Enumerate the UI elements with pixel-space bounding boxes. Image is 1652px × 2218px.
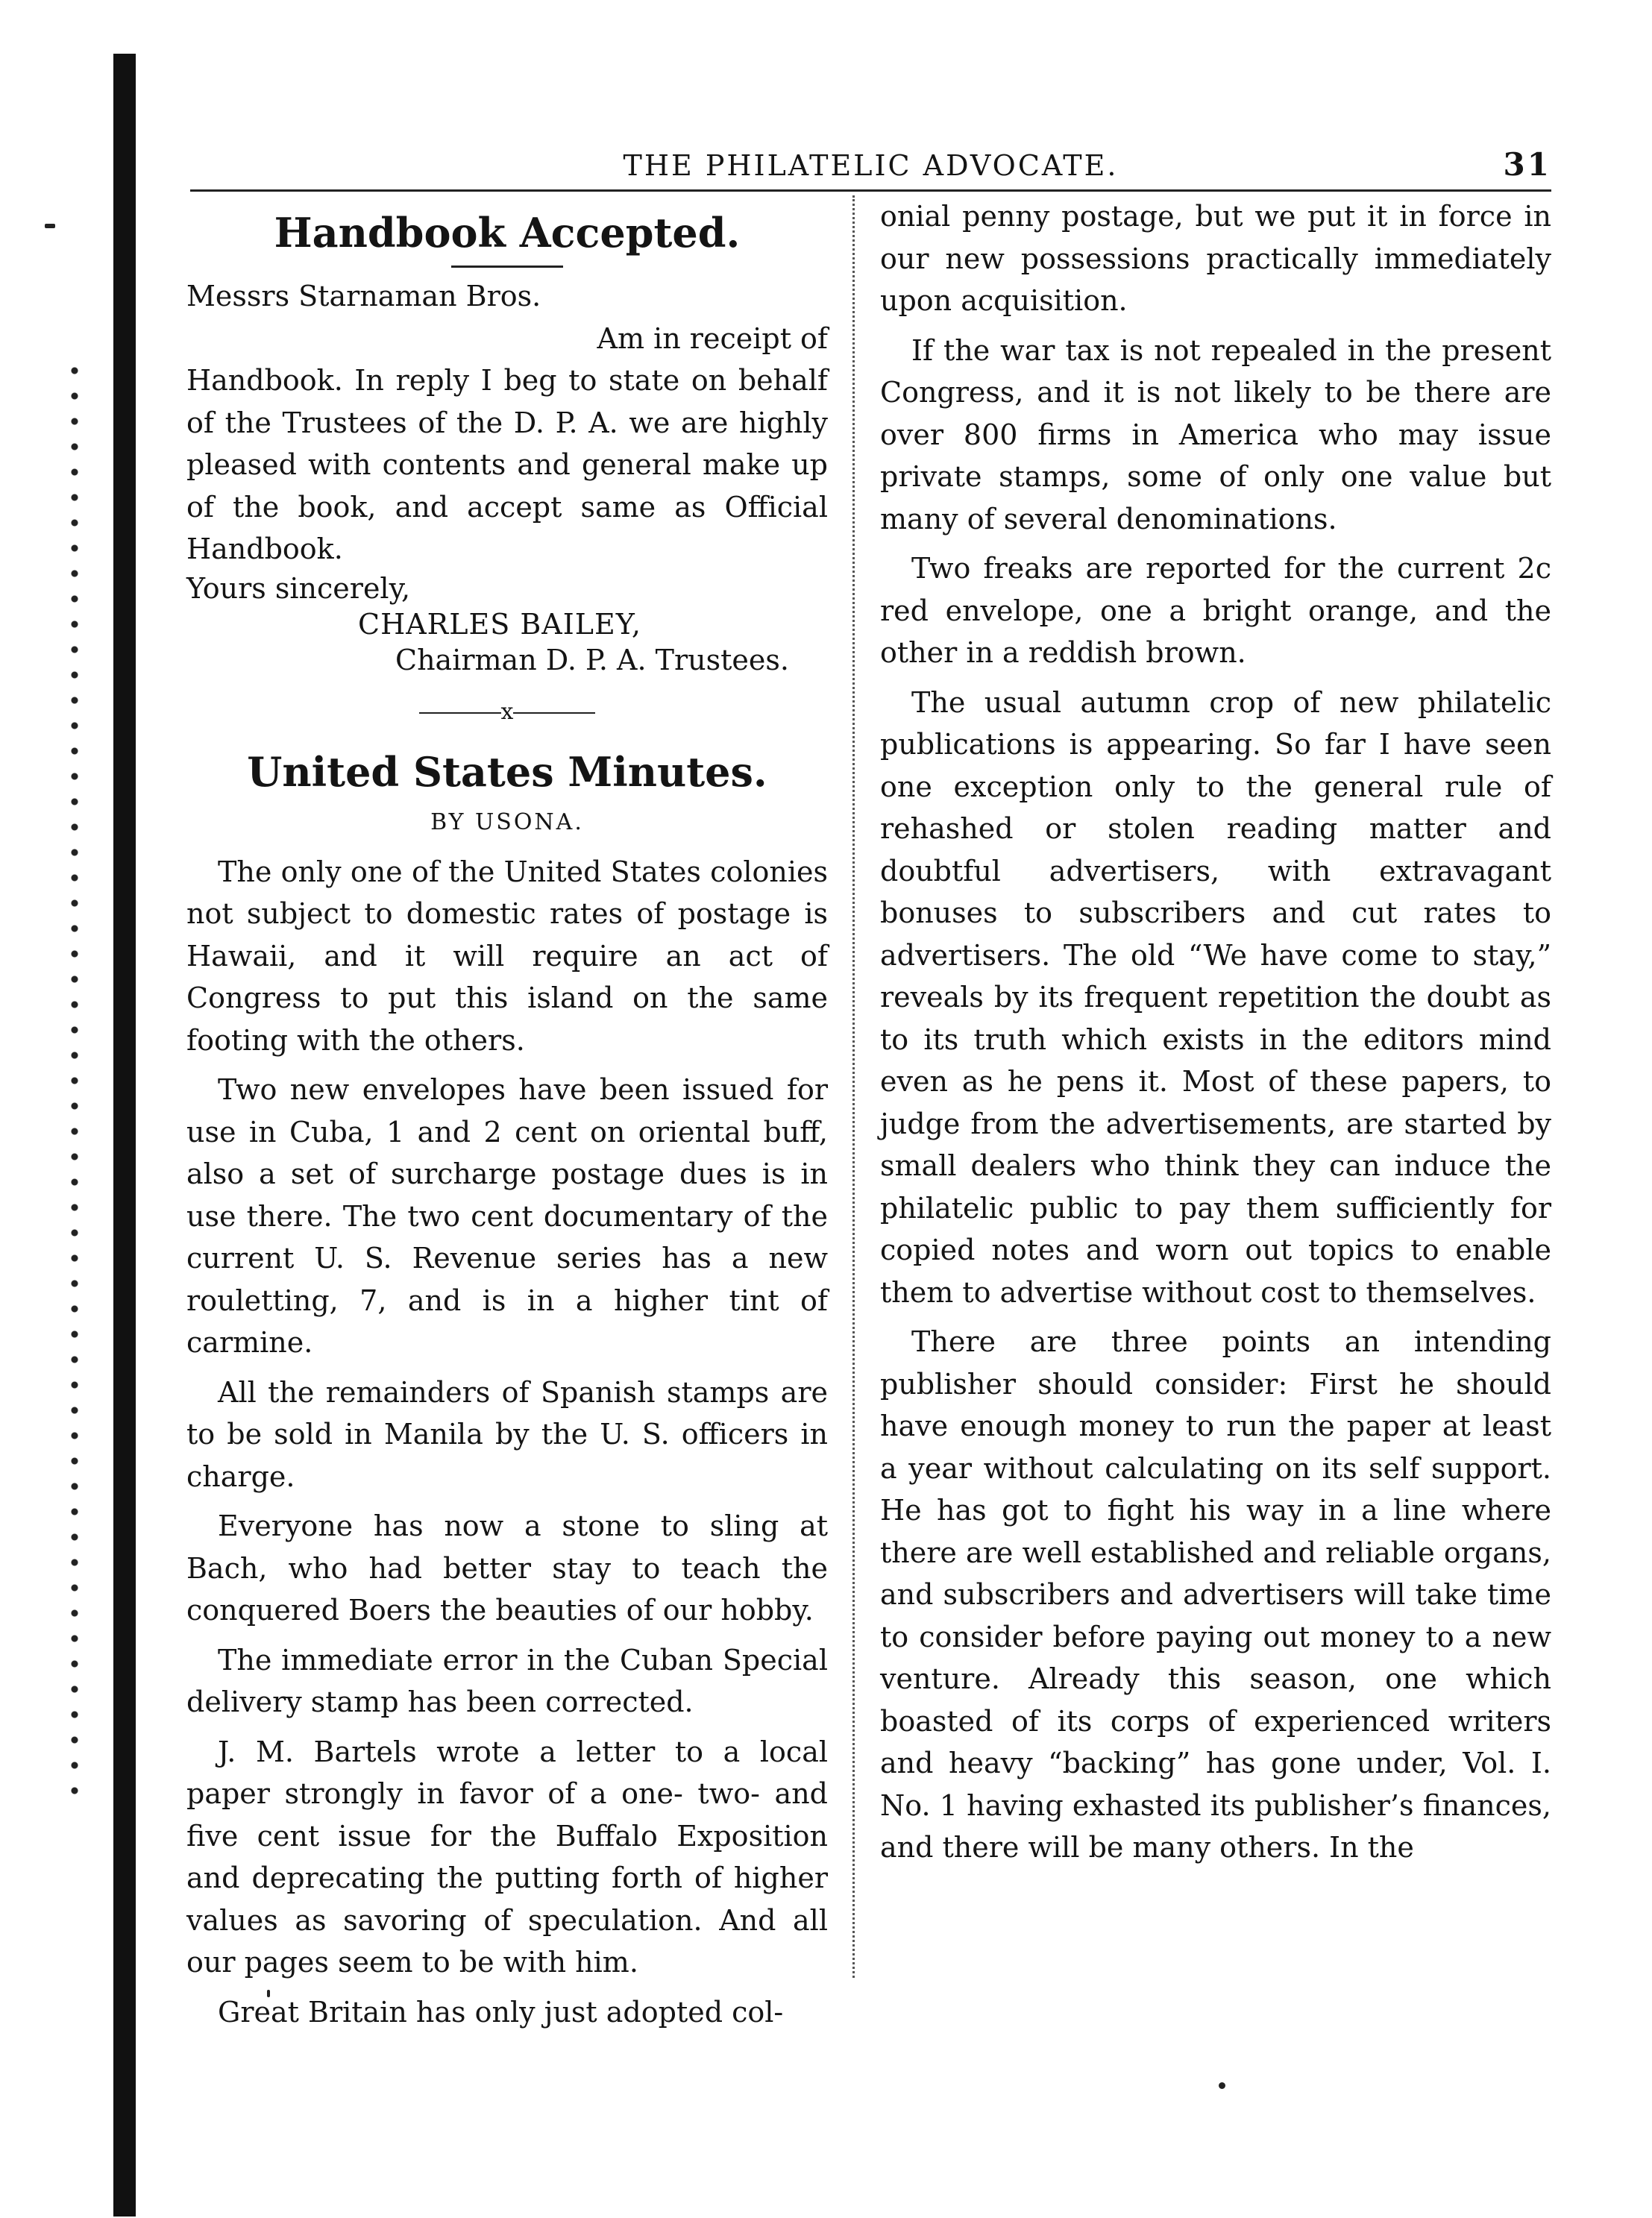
letter-closing: Yours sincerely, bbox=[186, 571, 411, 605]
left-column bbox=[186, 195, 828, 2041]
paragraph: Two new envelopes have been issued for use in Cuba, 1 and 2 cent on oriental buff, also a set of surcharge postage dues is in use there. The two cent documentary of the current U. S. Revenue series has a new rouletting, 7, and is in a higher tint of carmine. bbox=[186, 1073, 828, 1359]
letter-signer: CHARLES BAILEY, bbox=[358, 607, 641, 641]
paragraph: All the remainders of Spanish stamps are to be sold in Manila by the U. S. officers in charge. bbox=[186, 1375, 828, 1493]
ink-speck bbox=[1219, 2082, 1225, 2089]
right-column bbox=[880, 195, 1551, 1876]
acceptance-letter bbox=[186, 275, 828, 678]
page-number: 31 bbox=[1503, 146, 1551, 183]
paragraph: The usual autumn crop of new philatelic publications is appearing. So far I have seen one exception only to the general rule of rehashed or stolen reading matter and doubtful advertisers, with extravagant bonuses to subscribers and cut rates to advertisers. The old “We have come to stay,” reveals by its frequent repetition the doubt as to its truth which exists in the editors mind even as he pens it. Most of these papers, to judge from the advertisements, are started by small dealers who think they can induce the philatelic public to pay them sufficiently for copied notes and worn out topics to enable them to advertise without cost to themselves. bbox=[880, 685, 1551, 1309]
binding-edge bbox=[113, 54, 136, 2217]
paragraph: J. M. Bartels wrote a letter to a local paper strongly in favor of a one- two- and five cent issue for the Buffalo Exposition and deprecating the putting forth of higher values as savoring of speculation. And all our pages seem to be with him. bbox=[186, 1735, 828, 1979]
running-head bbox=[190, 146, 1551, 185]
paragraph: Great Britain has only just adopted col- bbox=[218, 1995, 784, 2029]
paragraph: The immediate error in the Cuban Special delivery stamp has been corrected. bbox=[186, 1643, 828, 1718]
letter-opening: Am in receipt of bbox=[597, 321, 828, 355]
separator-mark: x bbox=[500, 698, 514, 725]
column-divider bbox=[852, 195, 855, 1978]
article-heading-handbook: Handbook Accepted. bbox=[274, 209, 741, 257]
heading-rule bbox=[451, 266, 563, 268]
header-rule bbox=[190, 189, 1551, 192]
paragraph: Two freaks are reported for the current 2c red envelope, one a bright orange, and the other in a reddish brown. bbox=[880, 552, 1551, 669]
binding-stitch-marks bbox=[66, 358, 84, 1805]
paragraph: The only one of the United States colonies not subject to domestic rates of postage is Hawaii, and it will require an act of Congress to put this island on the same footing with the others. bbox=[186, 855, 828, 1057]
byline: BY USONA. bbox=[430, 808, 584, 835]
letter-salutation: Messrs Starnaman Bros. bbox=[186, 280, 541, 312]
publication-title: THE PHILATELIC ADVOCATE. bbox=[623, 149, 1119, 182]
paragraph: Everyone has now a stone to sling at Bach, who had better stay to teach the conquered Boers the beauties of our hobby. bbox=[186, 1509, 828, 1627]
section-separator bbox=[186, 697, 828, 727]
ink-speck bbox=[45, 224, 55, 228]
paragraph: If the war tax is not repealed in the present Congress, and it is not likely to be there are over 800 firms in America who may issue private stamps, some of only one value but many of several denominations. bbox=[880, 333, 1551, 535]
article-heading-minutes: United States Minutes. bbox=[247, 747, 767, 796]
letter-body: Handbook. In reply I beg to state on behalf of the Trustees of the D. P. A. we are highly pleased with contents and general make up of the book, and accept same as Official Handbook. bbox=[186, 364, 828, 565]
paragraph-continuation: onial penny postage, but we put it in force in our new possessions practically immediately upon acquisition. bbox=[880, 200, 1551, 317]
letter-signer-title: Chairman D. P. A. Trustees. bbox=[395, 643, 789, 676]
paragraph: There are three points an intending publisher should consider: First he should have enough money to run the paper at least a year without calculating on its self support. He has got to fight his way in a line where there are well established and reliable organs, and subscribers and advertisers will take time to consider before paying out money to a new venture. Already this season, one which boasted of its corps of experienced writers and heavy “backing” has gone under, Vol. I. No. 1 having exhasted its publisher’s finances, and there will be many others. In the bbox=[880, 1325, 1551, 1864]
